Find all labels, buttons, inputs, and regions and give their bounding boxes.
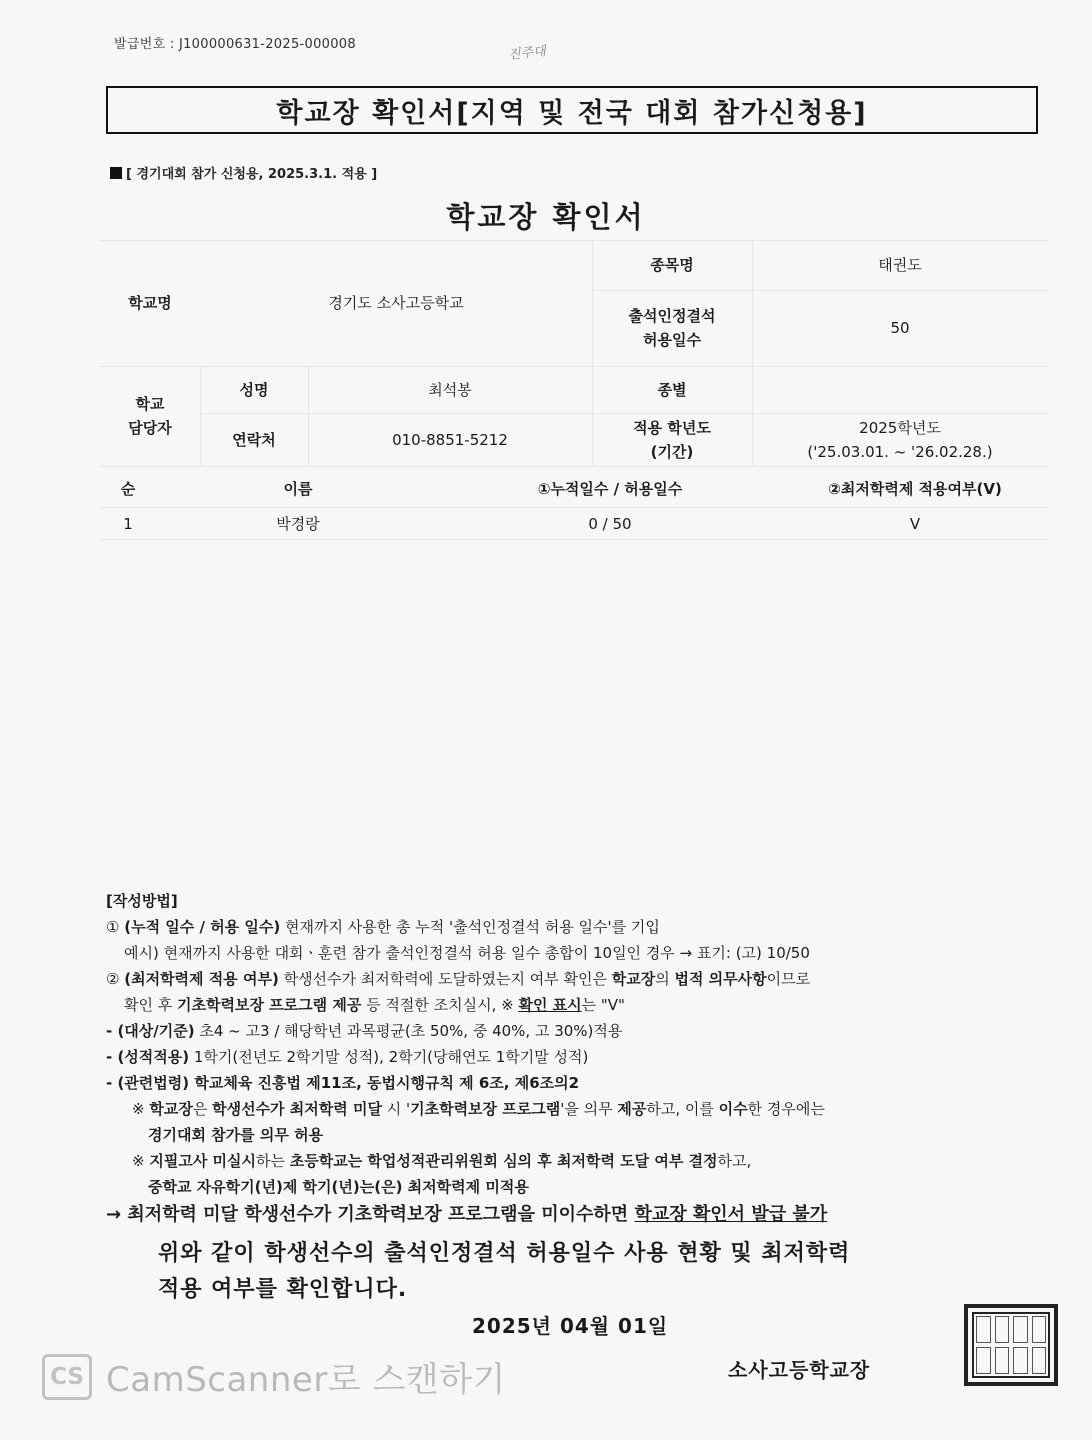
official-seal-stamp [964, 1304, 1058, 1386]
camscanner-logo-icon: CS [42, 1354, 92, 1400]
instruction-1: ① (누적 일수 / 허용 일수) 현재까지 사용한 총 누적 '출석인정결석 허용 일수'를 기입 [106, 918, 660, 936]
principal-signature: 소사고등학교장 [728, 1358, 871, 1382]
absence-label-line2: 허용일수 [643, 331, 701, 349]
year-value-line2: ('25.03.01. ~ '26.02.28.) [807, 442, 993, 461]
name-label: 성명 [239, 380, 269, 399]
instruction-note-1: ※ 학교장은 학생선수가 최저학력 미달 시 '기초학력보장 프로그램'을 의무 제공하고, 이를 이수한 경우에는 [132, 1100, 825, 1118]
event-value: 태권도 [878, 256, 922, 274]
year-label-line1: 적용 학년도 [633, 418, 711, 437]
table-row [100, 508, 1050, 540]
main-title: 학교장 확인서[지역 및 전국 대회 참가신청용] [106, 86, 1038, 134]
col-name-header: 이름 [283, 480, 313, 498]
instruction-grades: - (성적적용) 1학기(전년도 2학기말 성적), 2학기(당해연도 1학기말 성적) [106, 1048, 589, 1066]
row-no: 1 [123, 515, 133, 533]
col-min-academic-header: ②최저학력제 적용여부(V) [828, 480, 1002, 498]
student-list-header [100, 470, 1050, 508]
contact-label: 연락처 [232, 430, 276, 449]
col-days-header: ①누적일수 / 허용일수 [537, 480, 683, 498]
confirmation-line-1: 위와 같이 학생선수의 출석인정결석 허용일수 사용 현황 및 최저학력 [158, 1241, 851, 1266]
school-year-value [752, 413, 1048, 466]
document-title: 학교장 확인서 [446, 200, 646, 234]
manager-label-line1: 학교 [135, 395, 165, 413]
absence-label-line1: 출석인정결석 [628, 307, 716, 325]
name-value: 최석봉 [428, 380, 472, 399]
section-note-text: [ 경기대회 참가 신청용, 2025.3.1. 적용 ] [126, 167, 378, 182]
year-label-line2: (기간) [650, 442, 694, 461]
row-name: 박경랑 [276, 515, 320, 533]
row-days: 0 / 50 [588, 515, 632, 533]
instruction-1-example: 예시) 현재까지 사용한 대회ㆍ훈련 참가 출석인정결석 허용 일수 총합이 10일인 경우 → 표기: (고) 10/50 [124, 944, 810, 962]
manager-label-line2: 담당자 [128, 419, 172, 437]
absence-days-label [592, 290, 752, 366]
writing-instructions [106, 888, 1066, 1228]
instruction-conclusion: → 최저학력 미달 학생선수가 기초학력보장 프로그램을 미이수하면 학교장 확인서 발급 불가 [106, 1204, 828, 1225]
instruction-target: - (대상/기준) 초4 ~ 고3 / 해당학년 과목평균(초 50%, 중 40%, 고 30%)적용 [106, 1022, 623, 1040]
confirmation-line-2: 적용 여부를 확인합니다. [158, 1277, 408, 1302]
category-value [752, 366, 1048, 413]
year-value-line1: 2025학년도 [859, 418, 941, 437]
instruction-2: ② (최저학력제 적용 여부) 학생선수가 최저학력에 도달하였는지 여부 확인은 학교장의 법적 의무사항이므로 [106, 970, 811, 988]
handwritten-note: 진주대 [507, 44, 547, 63]
absence-days-value: 50 [890, 319, 910, 337]
instructions-heading: [작성방법] [106, 892, 178, 910]
category-label: 종별 [657, 380, 687, 399]
instruction-note-2: ※ 지필고사 미실시하는 초등학교는 학업성적관리위원회 심의 후 최저학력 도달 여부 결정하고, [132, 1152, 752, 1170]
section-note [110, 163, 377, 182]
instruction-note-2-cont: 중학교 자유학기(년)제 학기(년)는(은) 최저학력제 미적용 [148, 1178, 529, 1196]
camscanner-watermark [42, 1352, 506, 1401]
school-manager-label [100, 366, 200, 466]
instruction-2-cont: 확인 후 기초학력보장 프로그램 제공 등 적절한 조치실시, ※ 확인 표시는 "V" [124, 996, 625, 1014]
school-name-value: 경기도 소사고등학교 [328, 294, 464, 312]
instruction-law: - (관련법령) 학교체육 진흥법 제11조, 동법시행규칙 제 6조, 제6조의2 [106, 1074, 580, 1092]
contact-value: 010-8851-5212 [392, 430, 508, 449]
row-min-academic: V [909, 515, 921, 533]
school-year-label [592, 413, 752, 466]
confirmation-statement [158, 1236, 850, 1308]
instruction-note-1-cont: 경기대회 참가를 의무 허용 [148, 1126, 324, 1144]
issue-date: 2025년 04월 01일 [472, 1314, 669, 1338]
issue-number: 발급번호 : J100000631-2025-000008 [114, 37, 356, 52]
watermark-text: CamScanner로 스캔하기 [106, 1360, 506, 1400]
school-name-label: 학교명 [128, 294, 172, 312]
event-label: 종목명 [650, 256, 694, 274]
col-no-header: 순 [120, 480, 136, 498]
square-bullet-icon [110, 167, 122, 179]
